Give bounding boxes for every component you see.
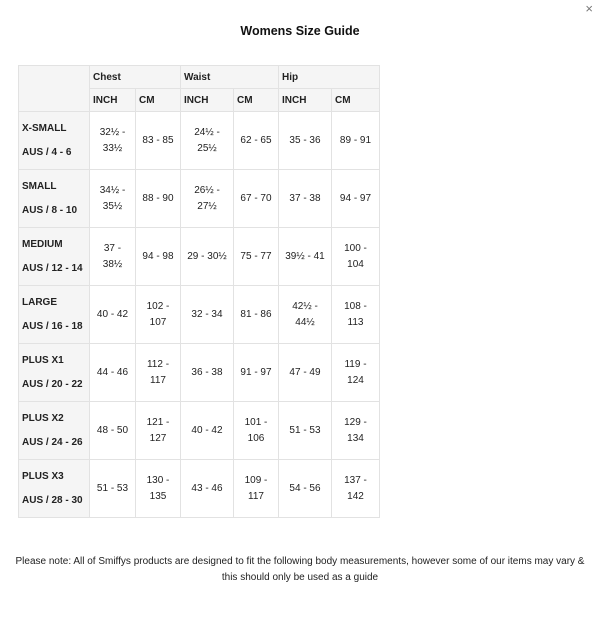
size-name: PLUS X2 xyxy=(22,412,64,424)
table-cell: 119 - 124 xyxy=(332,344,380,402)
disclaimer-note: Please note: All of Smiffys products are designed to fit the following body measurements, however some of our items may vary & this should only be used as a guide xyxy=(15,556,585,583)
size-label-cell xyxy=(19,170,90,228)
size-aus: AUS / 24 - 26 xyxy=(22,436,83,448)
size-aus: AUS / 16 - 18 xyxy=(22,320,83,332)
table-row xyxy=(19,170,380,228)
table-cell: 94 - 98 xyxy=(136,228,181,286)
table-cell: 88 - 90 xyxy=(136,170,181,228)
table-cell: 29 - 30½ xyxy=(181,228,234,286)
table-cell: 51 - 53 xyxy=(279,402,332,460)
table-cell: 36 - 38 xyxy=(181,344,234,402)
size-guide-table xyxy=(18,65,380,518)
table-cell: 35 - 36 xyxy=(279,112,332,170)
table-row xyxy=(19,228,380,286)
table-cell: 44 - 46 xyxy=(90,344,136,402)
table-cell: 137 - 142 xyxy=(332,460,380,518)
table-cell: 100 - 104 xyxy=(332,228,380,286)
unit-header: CM xyxy=(332,89,380,112)
table-cell: 47 - 49 xyxy=(279,344,332,402)
table-cell: 81 - 86 xyxy=(234,286,279,344)
size-aus: AUS / 20 - 22 xyxy=(22,378,83,390)
page-title: Womens Size Guide xyxy=(240,24,360,38)
unit-header: INCH xyxy=(279,89,332,112)
table-row xyxy=(19,402,380,460)
table-cell: 75 - 77 xyxy=(234,228,279,286)
table-cell: 48 - 50 xyxy=(90,402,136,460)
table-row xyxy=(19,460,380,518)
size-name: PLUS X3 xyxy=(22,470,64,482)
table-cell: 51 - 53 xyxy=(90,460,136,518)
table-cell: 94 - 97 xyxy=(332,170,380,228)
table-cell: 40 - 42 xyxy=(181,402,234,460)
table-cell: 32½ - 33½ xyxy=(90,112,136,170)
size-label-cell xyxy=(19,286,90,344)
table-cell: 39½ - 41 xyxy=(279,228,332,286)
table-cell: 130 - 135 xyxy=(136,460,181,518)
unit-header: CM xyxy=(136,89,181,112)
group-header-row xyxy=(19,66,380,89)
table-cell: 83 - 85 xyxy=(136,112,181,170)
group-header-waist: Waist xyxy=(181,66,279,89)
size-label-cell xyxy=(19,112,90,170)
size-aus: AUS / 8 - 10 xyxy=(22,204,78,216)
unit-header: INCH xyxy=(181,89,234,112)
table-cell: 121 - 127 xyxy=(136,402,181,460)
size-aus: AUS / 12 - 14 xyxy=(22,262,83,274)
size-name: SMALL xyxy=(22,180,57,192)
size-label-cell xyxy=(19,460,90,518)
table-cell: 37 - 38½ xyxy=(90,228,136,286)
size-name: MEDIUM xyxy=(22,238,63,250)
table-cell: 26½ - 27½ xyxy=(181,170,234,228)
size-label-cell xyxy=(19,402,90,460)
size-label-cell xyxy=(19,344,90,402)
table-cell: 54 - 56 xyxy=(279,460,332,518)
table-cell: 34½ - 35½ xyxy=(90,170,136,228)
size-aus: AUS / 4 - 6 xyxy=(22,146,72,158)
header-corner-cell xyxy=(19,66,90,112)
table-cell: 32 - 34 xyxy=(181,286,234,344)
table-row xyxy=(19,286,380,344)
table-cell: 91 - 97 xyxy=(234,344,279,402)
table-cell: 37 - 38 xyxy=(279,170,332,228)
group-header-chest: Chest xyxy=(90,66,181,89)
unit-header: CM xyxy=(234,89,279,112)
table-cell: 112 - 117 xyxy=(136,344,181,402)
size-name: PLUS X1 xyxy=(22,354,64,366)
size-label-cell xyxy=(19,228,90,286)
table-cell: 109 - 117 xyxy=(234,460,279,518)
close-icon[interactable]: × xyxy=(585,1,593,16)
unit-header: INCH xyxy=(90,89,136,112)
table-cell: 24½ - 25½ xyxy=(181,112,234,170)
group-header-hip: Hip xyxy=(279,66,380,89)
table-cell: 43 - 46 xyxy=(181,460,234,518)
table-cell: 62 - 65 xyxy=(234,112,279,170)
table-cell: 89 - 91 xyxy=(332,112,380,170)
size-name: LARGE xyxy=(22,296,57,308)
table-cell: 108 - 113 xyxy=(332,286,380,344)
table-cell: 102 - 107 xyxy=(136,286,181,344)
size-name: X-SMALL xyxy=(22,122,67,134)
table-cell: 40 - 42 xyxy=(90,286,136,344)
table-cell: 42½ - 44½ xyxy=(279,286,332,344)
table-cell: 129 - 134 xyxy=(332,402,380,460)
table-row xyxy=(19,112,380,170)
table-row xyxy=(19,344,380,402)
size-aus: AUS / 28 - 30 xyxy=(22,494,83,506)
table-cell: 101 - 106 xyxy=(234,402,279,460)
table-cell: 67 - 70 xyxy=(234,170,279,228)
